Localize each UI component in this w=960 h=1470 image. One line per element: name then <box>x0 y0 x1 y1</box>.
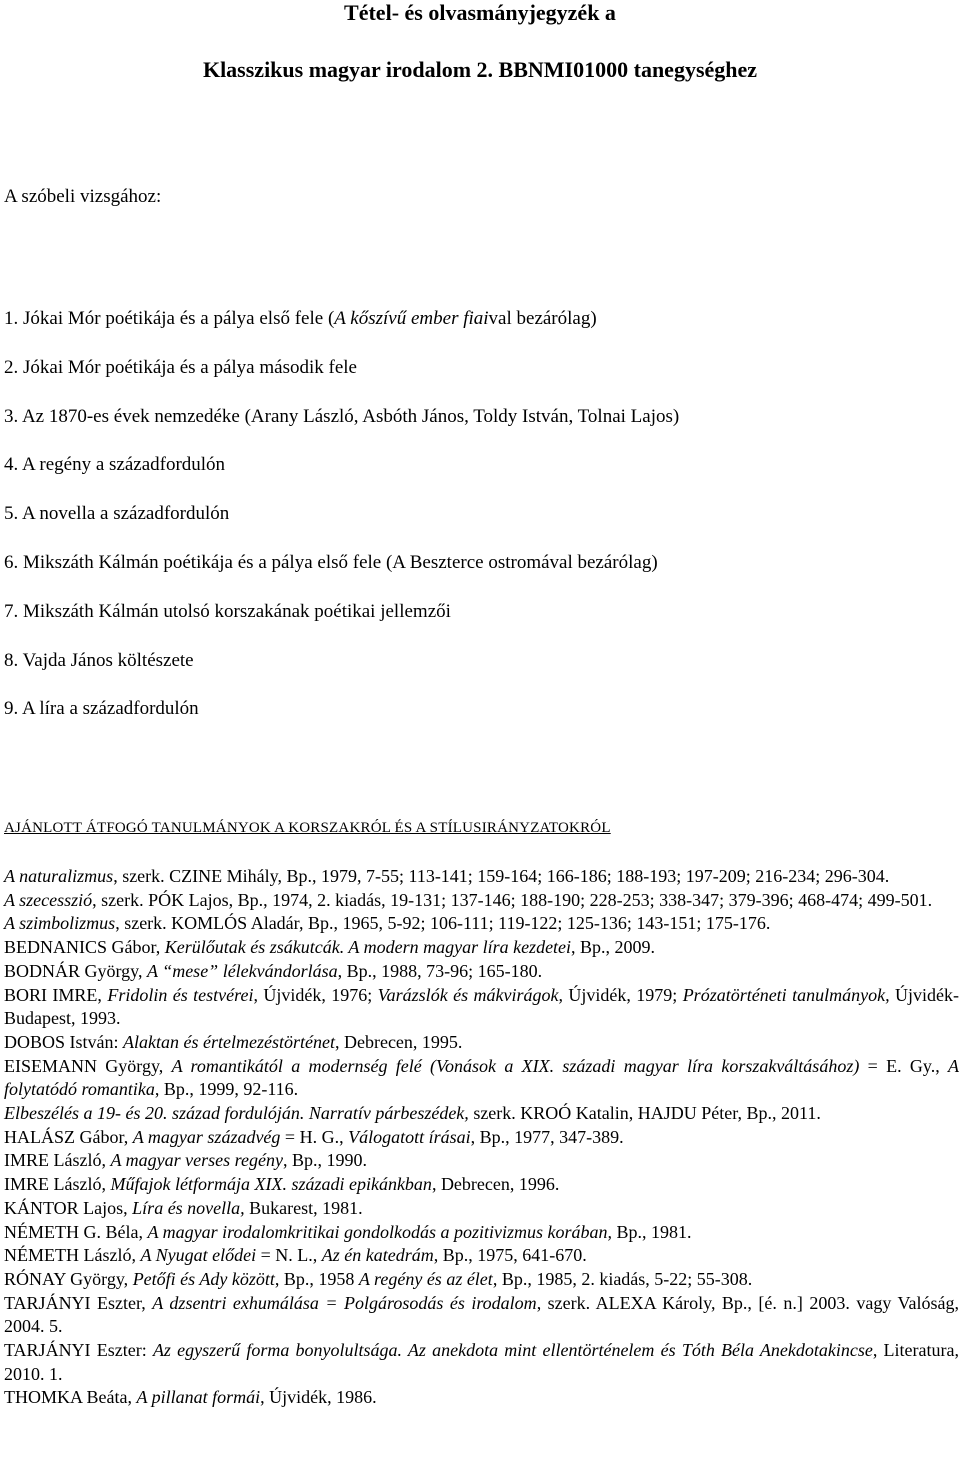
bibliography-entry: NÉMETH G. Béla, A magyar irodalomkritikai gondolkodás a pozitivizmus korában, Bp., 1981. <box>4 1221 692 1242</box>
exam-topic-item: 8. Vajda János költészete <box>4 649 194 671</box>
exam-topic-item: 7. Mikszáth Kálmán utolsó korszakának poétikai jellemzői <box>4 600 451 622</box>
document-title-line-2: Klasszikus magyar irodalom 2. BBNMI01000 tanegységhez <box>202 57 758 82</box>
bibliography-entry: A szimbolizmus, szerk. KOMLÓS Aladár, Bp., 1965, 5-92; 106-111; 119-122; 125-136; 143-151; 175-176. <box>4 913 771 934</box>
bibliography-entry: TARJÁNYI Eszter, A dzsentri exhumálása = Polgárosodás és irodalom, szerk. ALEXA Károly, Bp., [é. n.] 2003. vagy Valóság, 2004. 5. <box>4 1292 959 1337</box>
bibliography-entry: DOBOS István: Alaktan és értelmezéstörténet, Debrecen, 1995. <box>4 1031 463 1052</box>
exam-topic-item: 9. A líra a századfordulón <box>4 698 199 720</box>
bibliography-entry: NÉMETH László, A Nyugat elődei = N. L., Az én katedrám, Bp., 1975, 641-670. <box>4 1245 587 1266</box>
exam-topic-item: 3. Az 1870-es évek nemzedéke (Arany László, Asbóth János, Toldy István, Tolnai Lajos) <box>4 405 680 427</box>
bibliography-entry: BEDNANICS Gábor, Kerülőutak és zsákutcák. A modern magyar líra kezdetei, Bp., 2009. <box>4 937 656 958</box>
bibliography-entry: IMRE László, A magyar verses regény, Bp., 1990. <box>4 1150 367 1171</box>
bibliography-list <box>4 865 959 1410</box>
bibliography-entry: RÓNAY György, Petőfi és Ady között, Bp., 1958 A regény és az élet, Bp., 1985, 2. kiadás, 5-22; 55-308. <box>4 1268 753 1289</box>
bibliography-entry: BORI IMRE, Fridolin és testvérei, Újvidék, 1976; Varázslók és mákvirágok, Újvidék, 1979; Prózatörténeti tanulmányok, Újvidék-Budapest, 1993. <box>4 984 959 1029</box>
bibliography-entry: A naturalizmus, szerk. CZINE Mihály, Bp., 1979, 7-55; 113-141; 159-164; 166-186; 188-193; 197-209; 216-234; 296-304. <box>4 866 890 886</box>
bibliography-entry: TARJÁNYI Eszter: Az egyszerű forma bonyolultsága. Az anekdota mint ellentörténelem és Tóth Béla Anekdotakincse, Literatura, 2010. 1. <box>4 1340 959 1384</box>
bibliography-entry: Elbeszélés a 19- és 20. század fordulóján. Narratív párbeszédek, szerk. KROÓ Katalin, HAJDU Péter, Bp., 2011. <box>4 1103 821 1124</box>
oral-exam-intro: A szóbeli vizsgához: <box>4 186 162 207</box>
exam-topic-item: 6. Mikszáth Kálmán poétikája és a pálya első fele (A Beszterce ostromával bezárólag) <box>4 551 658 573</box>
exam-topic-list <box>4 307 679 746</box>
bibliography-entry: THOMKA Beáta, A pillanat formái, Újvidék, 1986. <box>4 1387 377 1408</box>
bibliography-entry: IMRE László, Műfajok létformája XIX. századi epikánkban, Debrecen, 1996. <box>4 1174 560 1195</box>
exam-topic-item: 5. A novella a századfordulón <box>4 503 230 525</box>
bibliography-entry: A szecesszió, szerk. PÓK Lajos, Bp., 1974, 2. kiadás, 19-131; 137-146; 188-190; 228-253; 338-347; 379-396; 468-474; 499-501. <box>4 889 933 910</box>
exam-topic-item: 1. Jókai Mór poétikája és a pálya első fele (A kőszívű ember fiaival bezárólag) <box>4 308 597 329</box>
recommended-studies-heading: AJÁNLOTT ÁTFOGÓ TANULMÁNYOK A KORSZAKRÓL ÉS A STÍLUSIRÁNYZATOKRÓL <box>4 820 611 836</box>
bibliography-entry: KÁNTOR Lajos, Líra és novella, Bukarest, 1981. <box>4 1197 363 1218</box>
bibliography-entry: BODNÁR György, A “mese” lélekvándorlása, Bp., 1988, 73-96; 165-180. <box>4 960 543 981</box>
bibliography-entry: EISEMANN György, A romantikától a modernség felé (Vonások a XIX. századi magyar líra korszakváltásához) = E. Gy., A folytatódó romantika, Bp., 1999, 92-116. <box>4 1055 959 1100</box>
exam-topic-item: 4. A regény a századfordulón <box>4 454 226 476</box>
bibliography-entry: HALÁSZ Gábor, A magyar századvég = H. G., Válogatott írásai, Bp., 1977, 347-389. <box>4 1126 624 1147</box>
exam-topic-item: 2. Jókai Mór poétikája és a pálya második fele <box>4 356 357 378</box>
document-title-line-1: Tétel- és olvasmányjegyzék a <box>344 0 616 25</box>
